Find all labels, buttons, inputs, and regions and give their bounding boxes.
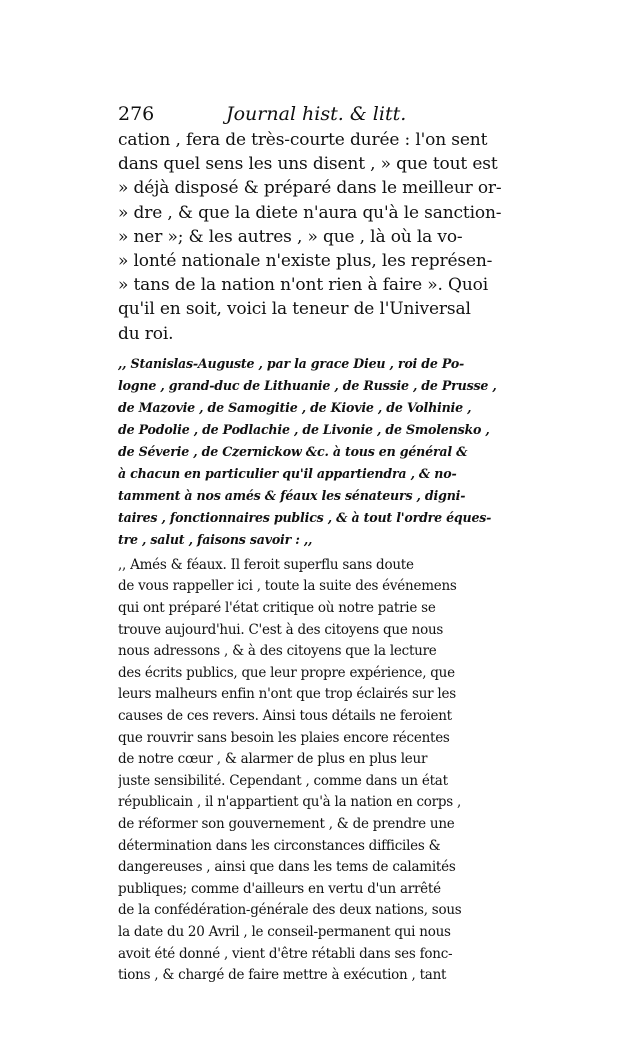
- text-line: tre , salut , faisons savoir : ,,: [118, 531, 313, 547]
- text-line: de notre cœur , & alarmer de plus en plus leur: [118, 751, 428, 768]
- text-line: des écrits publics, que leur propre expérience, que: [118, 664, 455, 681]
- text-line: logne , grand-duc de Lithuanie , de Russie , de Prusse ,: [118, 377, 497, 393]
- text-line: causes de ces revers. Ainsi tous détails ne feroient: [118, 707, 452, 724]
- text-line: de Séverie , de Czernickow &c. à tous en général &: [118, 443, 468, 459]
- text-line: de Mazovie , de Samogitie , de Kiovie , de Volhinie ,: [118, 399, 472, 415]
- text-line: dangereuses , ainsi que dans les tems de calamités: [118, 859, 456, 876]
- text-line: de vous rappeller ici , toute la suite des événemens: [118, 578, 457, 595]
- text-line: qu'il en soit, voici la teneur de l'Universal: [118, 299, 471, 320]
- page-number: 276: [118, 103, 155, 125]
- text-line: dans quel sens les uns disent , » que tout est: [118, 154, 498, 175]
- text-line: ,, Stanislas-Auguste , par la grace Dieu , roi de Po-: [118, 355, 465, 371]
- text-line: avoit été donné , vient d'être rétabli dans ses fonc-: [118, 945, 453, 962]
- text-line: » tans de la nation n'ont rien à faire ». Quoi: [118, 275, 488, 296]
- text-line: cation , fera de très-courte durée : l'on sent: [118, 130, 488, 150]
- text-line: » déjà disposé & préparé dans le meilleur or-: [118, 178, 502, 199]
- text-line: que rouvrir sans besoin les plaies encore récentes: [118, 729, 450, 746]
- text-line: de Podolie , de Podlachie , de Livonie , de Smolensko ,: [118, 421, 490, 437]
- proclamation-heading: [118, 353, 522, 551]
- text-line: de réformer son gouvernement , & de prendre une: [118, 815, 455, 832]
- paragraph-intro: [118, 128, 522, 346]
- proclamation-body: [118, 555, 522, 987]
- text-line: à chacun en particulier qu'il appartiendra , & no-: [118, 465, 457, 481]
- text-line: tamment à nos amés & féaux les sénateurs , digni-: [118, 487, 466, 503]
- text-line: tions , & chargé de faire mettre à exécution , tant: [118, 967, 447, 984]
- text-line: trouve aujourd'hui. C'est à des citoyens que nous: [118, 621, 444, 638]
- text-line: » dre , & que la diete n'aura qu'à le sanction-: [118, 202, 502, 223]
- text-line: du roi.: [118, 323, 174, 344]
- text-line: » lonté nationale n'existe plus, les représen-: [118, 251, 493, 272]
- text-line: détermination dans les circonstances difficiles &: [118, 837, 441, 854]
- text-line: qui ont préparé l'état critique où notre patrie se: [118, 600, 436, 617]
- text-line: publiques; comme d'ailleurs en vertu d'un arrêté: [118, 880, 441, 897]
- text-line: leurs malheurs enfin n'ont que trop éclairés sur les: [118, 686, 456, 703]
- text-line: ,, Amés & féaux. Il feroit superflu sans doute: [118, 556, 414, 573]
- text-line: la date du 20 Avril , le conseil-permanent qui nous: [118, 923, 451, 940]
- text-line: juste sensibilité. Cependant , comme dans un état: [118, 772, 448, 789]
- text-line: de la confédération-générale des deux nations, sous: [118, 902, 462, 919]
- text-line: » ner »; & les autres , » que , là où la vo-: [118, 226, 463, 247]
- text-block: [118, 128, 522, 987]
- text-line: républicain , il n'appartient qu'à la nation en corps ,: [118, 794, 462, 811]
- page-header: [118, 103, 538, 131]
- text-line: taires , fonctionnaires publics , & à tout l'ordre éques-: [118, 509, 492, 525]
- text-line: nous adressons , & à des citoyens que la lecture: [118, 643, 437, 660]
- running-head: Journal hist. & litt.: [226, 103, 407, 125]
